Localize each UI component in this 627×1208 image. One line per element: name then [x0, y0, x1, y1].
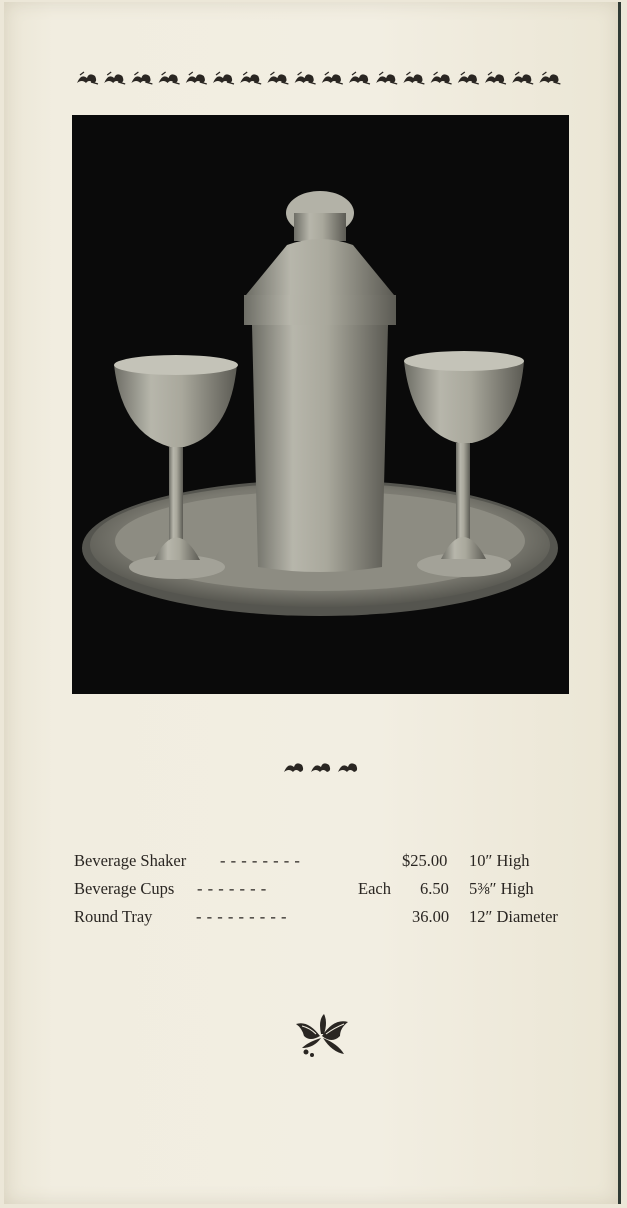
item-name: Round Tray — [74, 907, 153, 926]
ornament-motif — [186, 72, 207, 84]
ornament-motif — [77, 72, 98, 84]
dot-leader: - - - - - - - - — [220, 851, 301, 870]
dot-leader: - - - - - - - — [197, 879, 267, 898]
item-size: 5⅜″ High — [469, 879, 534, 898]
ornament-motif — [159, 72, 180, 84]
item-size: 12″ Diameter — [469, 907, 558, 926]
item-price: 6.50 — [420, 879, 449, 898]
ornament-motif — [322, 72, 343, 84]
ornament-motif — [376, 72, 397, 84]
list-item — [74, 903, 594, 931]
dot-leader: - - - - - - - - - — [196, 907, 287, 926]
ornament-motif — [240, 72, 261, 84]
ornament-motif — [349, 72, 370, 84]
ornament-motif — [539, 72, 560, 84]
leaf-ornament-divider-icon — [283, 759, 365, 775]
ornament-motif — [213, 72, 234, 84]
leaf-ornament-border-icon — [76, 70, 568, 86]
ornament-motif — [431, 72, 452, 84]
ornament-motif — [512, 72, 533, 84]
item-name: Beverage Shaker — [74, 851, 187, 870]
ornament-motif — [403, 72, 424, 84]
item-price: 36.00 — [412, 907, 450, 926]
list-item — [74, 875, 594, 903]
item-size: 10″ High — [469, 851, 530, 870]
list-item — [74, 847, 594, 875]
ornament-motif — [458, 72, 479, 84]
price-list — [74, 847, 594, 931]
ornament-motif — [295, 72, 316, 84]
leaf-sprig-icon — [294, 1014, 350, 1058]
catalog-page — [4, 2, 621, 1204]
item-name: Beverage Cups — [74, 879, 175, 898]
ornament-motif — [131, 72, 152, 84]
item-price: $25.00 — [402, 851, 448, 870]
item-qualifier: Each — [358, 879, 391, 898]
ornament-motif — [267, 72, 288, 84]
ornament-motif — [485, 72, 506, 84]
ornament-motif — [104, 72, 125, 84]
product-photo — [72, 115, 569, 694]
